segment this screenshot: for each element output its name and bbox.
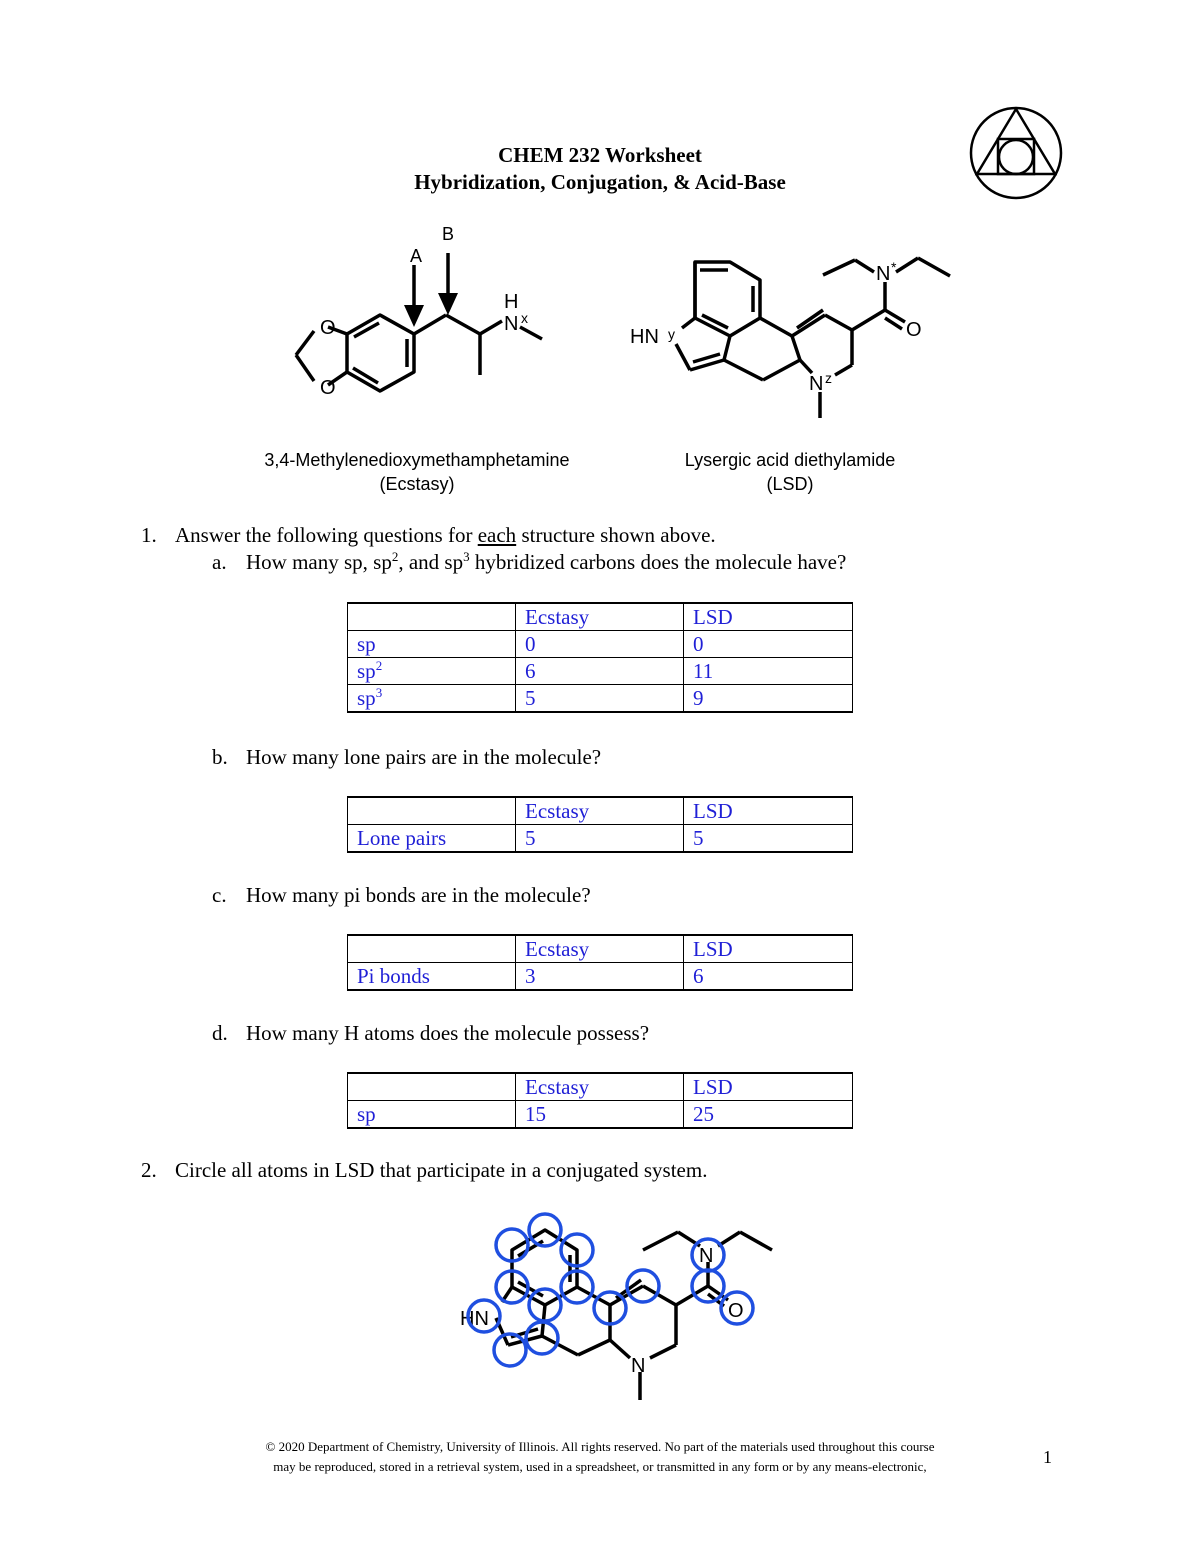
lsd-atom-star: * [891, 259, 897, 275]
header-cell-lsd: LSD [684, 603, 853, 631]
h-atoms-table [347, 1072, 853, 1129]
header-cell-ecstasy: Ecstasy [516, 1073, 684, 1101]
question-2-text: Circle all atoms in LSD that participate in a conjugated system. [175, 1158, 708, 1182]
ecstasy-label-a: A [410, 246, 423, 266]
question-2 [141, 1158, 707, 1183]
lsd-atom-hn: HN [630, 326, 659, 348]
lsd-structure [620, 240, 960, 425]
ecstasy-common-name: (Ecstasy) [379, 474, 455, 494]
row-label-text: sp [357, 659, 376, 683]
header-cell-ecstasy: Ecstasy [516, 935, 684, 963]
ecstasy-value: 6 [516, 658, 684, 685]
ecstasy-value: 5 [516, 825, 684, 853]
table-row [348, 658, 853, 685]
question-2-number: 2. [141, 1158, 157, 1182]
question-1c [212, 883, 591, 908]
ecstasy-atom-x: x [521, 310, 528, 326]
hybridization-table [347, 602, 853, 713]
table-header-row [348, 603, 853, 631]
lsd-caption [590, 448, 990, 496]
row-label [348, 658, 516, 685]
lsd-value: 9 [684, 685, 853, 713]
lsd-atom-o: O [906, 319, 922, 341]
lsd-conj-atom-o: O [728, 1300, 744, 1322]
pi-bonds-table [347, 934, 853, 991]
lsd-conj-atom-hn: HN [460, 1308, 489, 1330]
question-1a-letter: a. [212, 550, 227, 574]
ecstasy-atom-o1: O [320, 317, 336, 339]
worksheet-title: CHEM 232 Worksheet [498, 143, 702, 167]
table-header-row [348, 935, 853, 963]
ecstasy-name: 3,4-Methylenedioxymethamphetamine [264, 450, 570, 470]
question-1d [212, 1021, 649, 1046]
ecstasy-atom-h: H [504, 291, 519, 313]
header-cell-lsd: LSD [684, 1073, 853, 1101]
ecstasy-structure [280, 215, 560, 405]
header-cell-ecstasy: Ecstasy [516, 797, 684, 825]
question-1a-text-1: How many sp, sp [246, 550, 392, 574]
question-1d-text: How many H atoms does the molecule possess? [246, 1021, 650, 1045]
question-1a-sup-1: 2 [391, 549, 399, 564]
question-1-text-after: structure shown above. [516, 523, 716, 547]
table-row [348, 825, 853, 853]
header-cell-empty [348, 1073, 516, 1101]
question-1b [212, 745, 601, 770]
lsd-value: 11 [684, 658, 853, 685]
row-label [348, 685, 516, 713]
lsd-value: 5 [684, 825, 853, 853]
question-1b-text: How many lone pairs are in the molecule? [246, 745, 602, 769]
question-1-number: 1. [141, 523, 157, 547]
question-1a-text-3: hybridized carbons does the molecule have? [469, 550, 847, 574]
lsd-value: 0 [684, 631, 853, 658]
lsd-value: 6 [684, 963, 853, 991]
row-label: Pi bonds [348, 963, 516, 991]
table-row [348, 1101, 853, 1129]
table-row [348, 685, 853, 713]
ecstasy-value: 0 [516, 631, 684, 658]
table-row [348, 631, 853, 658]
header-cell-ecstasy: Ecstasy [516, 603, 684, 631]
ecstasy-caption [217, 448, 617, 496]
header-cell-lsd: LSD [684, 797, 853, 825]
question-1-underlined: each [477, 523, 517, 547]
ecstasy-value: 3 [516, 963, 684, 991]
question-1a-sup-2: 3 [463, 549, 470, 564]
question-1c-letter: c. [212, 883, 227, 907]
copyright-footer [0, 1437, 1200, 1477]
header-cell-lsd: LSD [684, 935, 853, 963]
question-1 [141, 523, 716, 548]
lsd-name: Lysergic acid diethylamide [684, 450, 896, 470]
question-1c-text: How many pi bonds are in the molecule? [246, 883, 591, 907]
lsd-atom-z: z [825, 370, 832, 386]
header-cell-empty [348, 935, 516, 963]
lsd-conjugation-structure [450, 1200, 790, 1410]
question-1-text-before: Answer the following questions for [175, 523, 478, 547]
row-label: Lone pairs [348, 825, 516, 853]
ecstasy-atom-n: N [504, 313, 519, 335]
lsd-conj-atom-n-ring: N [631, 1355, 646, 1377]
page-number: 1 [1043, 1447, 1052, 1467]
row-label-text: sp [357, 686, 376, 710]
lsd-common-name: (LSD) [766, 474, 814, 494]
footer-line-1: © 2020 Department of Chemistry, University of Illinois. All rights reserved. No part of the materials used throughout this course [265, 1439, 935, 1454]
question-1d-letter: d. [212, 1021, 228, 1045]
lsd-value: 25 [684, 1101, 853, 1129]
header-cell-empty [348, 603, 516, 631]
question-1a [212, 550, 846, 575]
row-label: sp [348, 1101, 516, 1129]
header-cell-empty [348, 797, 516, 825]
footer-line-2: may be reproduced, stored in a retrieval system, used in a spreadsheet, or transmitted in any form or by any means-electronic, [273, 1459, 927, 1474]
lsd-atom-n-amide: N [876, 263, 891, 285]
ecstasy-value: 15 [516, 1101, 684, 1129]
lsd-atom-y: y [668, 326, 675, 342]
worksheet-subtitle: Hybridization, Conjugation, & Acid-Base [414, 170, 786, 194]
table-row [348, 963, 853, 991]
ecstasy-label-b: B [442, 224, 455, 244]
lsd-atom-nz: N [809, 373, 824, 395]
lone-pairs-table [347, 796, 853, 853]
question-1b-letter: b. [212, 745, 228, 769]
row-label-text: sp [357, 632, 376, 656]
lsd-conj-atom-n-amide: N [699, 1245, 714, 1267]
table-header-row [348, 797, 853, 825]
conjugation-circle [494, 1334, 526, 1366]
table-header-row [348, 1073, 853, 1101]
row-label-sup: 2 [375, 658, 383, 673]
question-1a-text-2: , and sp [398, 550, 464, 574]
row-label [348, 631, 516, 658]
ecstasy-value: 5 [516, 685, 684, 713]
row-label-sup: 3 [375, 685, 383, 700]
ecstasy-atom-o2: O [320, 377, 336, 399]
